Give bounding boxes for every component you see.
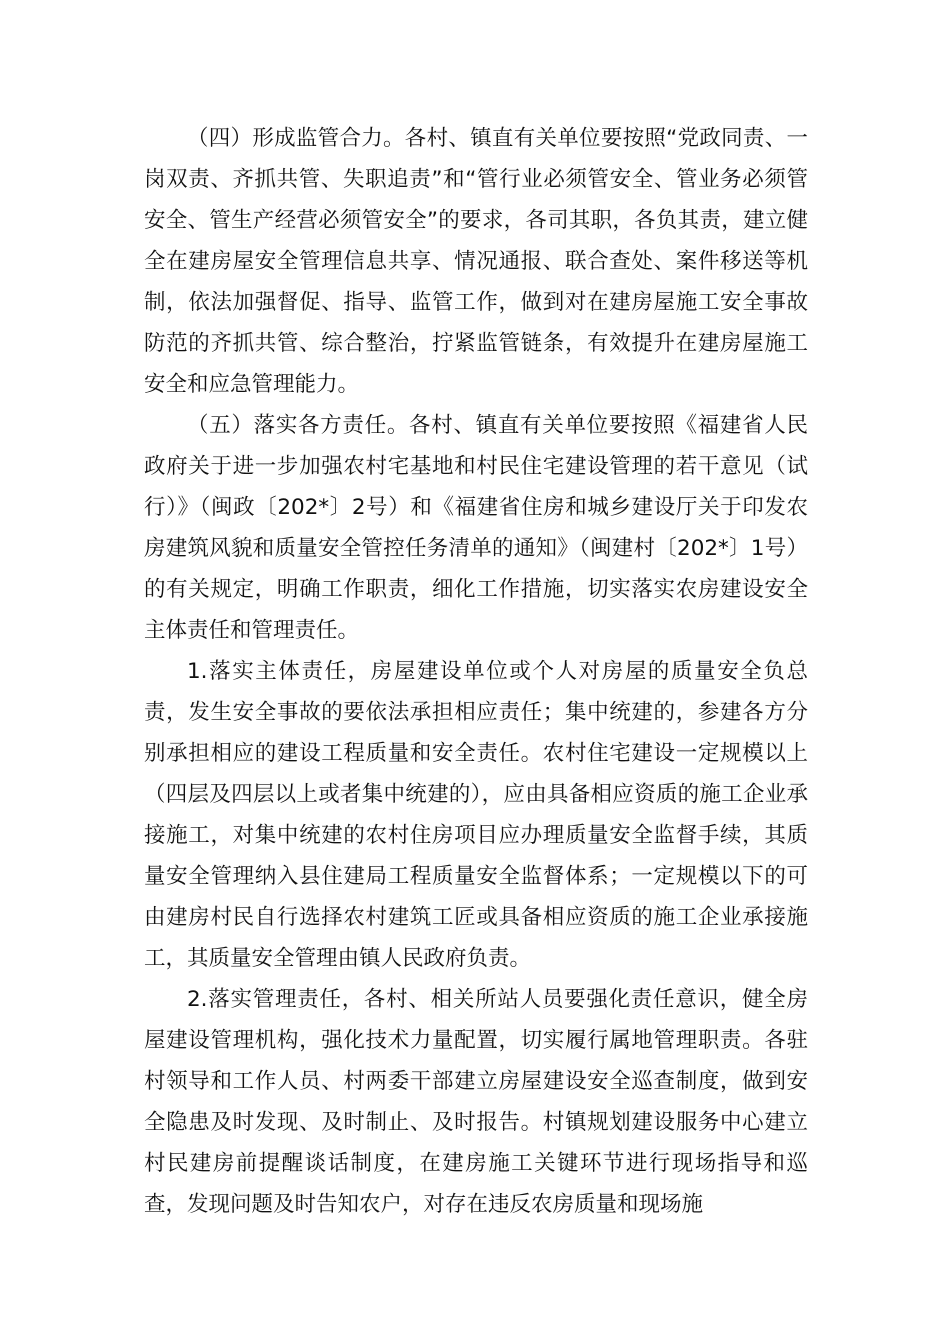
document-body [144,118,808,1225]
paragraph-management-responsibility: 2.落实管理责任，各村、相关所站人员要强化责任意识，健全房屋建设管理机构，强化技术力量配置，切实履行属地管理职责。各驻村领导和工作人员、村两委干部建立房屋建设安全巡查制度，做到安全隐患及时发现、及时制止、及时报告。村镇规划建设服务中心建立村民建房前提醒谈话制度，在建房施工关键环节进行现场指导和巡查，发现问题及时告知农户，对存在违反农房质量和现场施 [144,987,808,1217]
paragraph-responsibilities: （五）落实各方责任。各村、镇直有关单位要按照《福建省人民政府关于进一步加强农村宅基地和村民住宅建设管理的若干意见（试行）》（闽政〔202*〕2号）和《福建省住房和城乡建设厅关于印发农房建筑风貌和质量安全管控任务清单的通知》（闽建村〔202*〕1号）的有关规定，明确工作职责，细化工作措施，切实落实农房建设安全主体责任和管理责任。 [144,413,808,643]
paragraph-supervision-synergy: （四）形成监管合力。各村、镇直有关单位要按照“党政同责、一岗双责、齐抓共管、失职追责”和“管行业必须管安全、管业务必须管安全、管生产经营必须管安全”的要求，各司其职，各负其责，建立健全在建房屋安全管理信息共享、情况通报、联合查处、案件移送等机制，依法加强督促、指导、监管工作，做到对在建房屋施工安全事故防范的齐抓共管、综合整治，拧紧监管链条，有效提升在建房屋施工安全和应急管理能力。 [144,126,808,397]
paragraph-main-responsibility: 1.落实主体责任，房屋建设单位或个人对房屋的质量安全负总责，发生安全事故的要依法承担相应责任；集中统建的，参建各方分别承担相应的建设工程质量和安全责任。农村住宅建设一定规模以上（四层及四层以上或者集中统建的），应由具备相应资质的施工企业承接施工，对集中统建的农村住房项目应办理质量安全监督手续，其质量安全管理纳入县住建局工程质量安全监督体系；一定规模以下的可由建房村民自行选择农村建筑工匠或具备相应资质的施工企业承接施工，其质量安全管理由镇人民政府负责。 [144,659,808,971]
